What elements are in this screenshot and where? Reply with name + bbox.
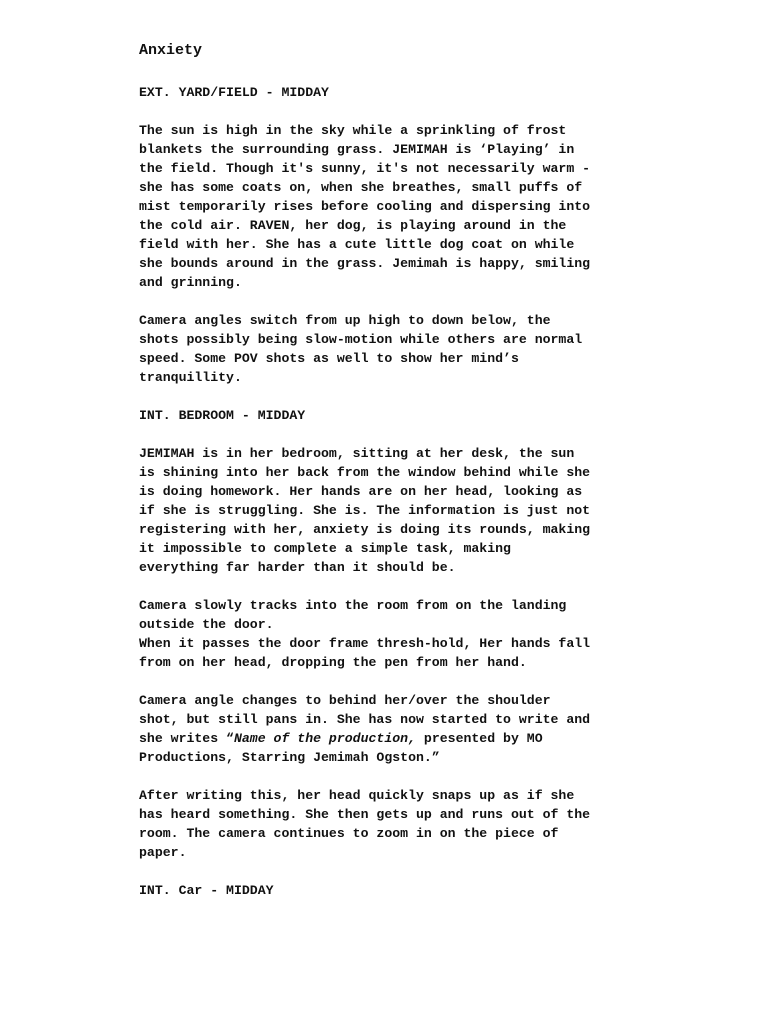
text-line: from on her head, dropping the pen from her hand. bbox=[139, 655, 527, 670]
text-line: has heard something. She then gets up and runs out of the bbox=[139, 807, 591, 822]
text-line: the field. Though it's sunny, it's not necessarily warm - bbox=[139, 161, 591, 176]
text-line: shots possibly being slow-motion while others are normal bbox=[139, 332, 583, 347]
text-line: speed. Some POV shots as well to show her mind’s bbox=[139, 351, 519, 366]
text-line: the cold air. RAVEN, her dog, is playing around in the bbox=[139, 218, 567, 233]
scene1-paragraph-2 bbox=[139, 311, 679, 387]
scene2-paragraph-1 bbox=[139, 444, 679, 577]
text-line: After writing this, her head quickly snaps up as if she bbox=[139, 788, 575, 803]
scene-heading-bedroom: INT. BEDROOM - MIDDAY bbox=[139, 408, 306, 423]
text-segment: she writes “ bbox=[139, 731, 234, 746]
script-page bbox=[139, 41, 679, 919]
text-line: JEMIMAH is in her bedroom, sitting at her desk, the sun bbox=[139, 446, 575, 461]
text-line: registering with her, anxiety is doing its rounds, making bbox=[139, 522, 591, 537]
scene-heading-yard: EXT. YARD/FIELD - MIDDAY bbox=[139, 85, 329, 100]
text-line: field with her. She has a cute little dog coat on while bbox=[139, 237, 575, 252]
text-line: she has some coats on, when she breathes, small puffs of bbox=[139, 180, 583, 195]
text-line: she bounds around in the grass. Jemimah is happy, smiling bbox=[139, 256, 591, 271]
scene1-paragraph-1 bbox=[139, 121, 679, 292]
text-line: room. The camera continues to zoom in on the piece of bbox=[139, 826, 559, 841]
text-line: and grinning. bbox=[139, 275, 242, 290]
text-line: paper. bbox=[139, 845, 187, 860]
text-line: blankets the surrounding grass. JEMIMAH is ‘Playing’ in bbox=[139, 142, 575, 157]
text-line: shot, but still pans in. She has now started to write and bbox=[139, 712, 591, 727]
text-line: outside the door. bbox=[139, 617, 274, 632]
scene2-paragraph-4 bbox=[139, 786, 679, 862]
scene-heading-car: INT. Car - MIDDAY bbox=[139, 883, 274, 898]
text-line: is doing homework. Her hands are on her head, looking as bbox=[139, 484, 583, 499]
scene2-paragraph-2 bbox=[139, 596, 679, 672]
text-segment: presented by MO bbox=[416, 731, 543, 746]
text-line: is shining into her back from the window behind while she bbox=[139, 465, 591, 480]
text-line: The sun is high in the sky while a sprinkling of frost bbox=[139, 123, 567, 138]
text-line: Camera angles switch from up high to down below, the bbox=[139, 313, 551, 328]
text-line: it impossible to complete a simple task, making bbox=[139, 541, 511, 556]
text-line: mist temporarily rises before cooling and dispersing into bbox=[139, 199, 591, 214]
text-line: Productions, Starring Jemimah Ogston.” bbox=[139, 750, 440, 765]
text-line: tranquillity. bbox=[139, 370, 242, 385]
text-line: Camera angle changes to behind her/over the shoulder bbox=[139, 693, 551, 708]
text-line-mixed bbox=[139, 729, 679, 748]
text-line: if she is struggling. She is. The information is just not bbox=[139, 503, 591, 518]
text-line: When it passes the door frame thresh-hold, Her hands fall bbox=[139, 636, 591, 651]
text-line: everything far harder than it should be. bbox=[139, 560, 456, 575]
scene2-paragraph-3 bbox=[139, 691, 679, 767]
script-title: Anxiety bbox=[139, 42, 203, 59]
text-line: Camera slowly tracks into the room from on the landing bbox=[139, 598, 567, 613]
production-name-italic: Name of the production, bbox=[233, 731, 416, 746]
